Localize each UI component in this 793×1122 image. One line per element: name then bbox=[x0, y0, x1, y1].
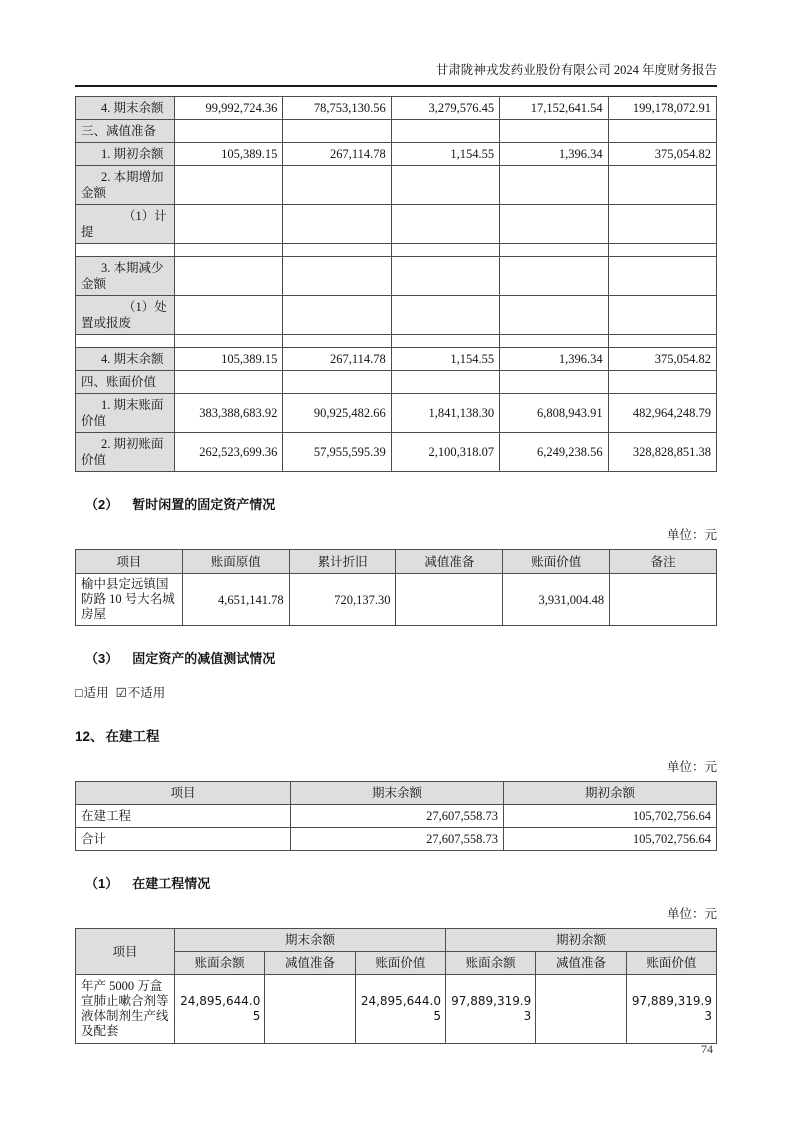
table-cell bbox=[500, 371, 608, 394]
section-title: 在建工程 bbox=[105, 729, 160, 744]
table-cell bbox=[391, 335, 499, 348]
row-label bbox=[76, 244, 175, 257]
table-cell: 1,154.55 bbox=[391, 143, 499, 166]
table-cell bbox=[500, 335, 608, 348]
table-cell: 105,389.15 bbox=[175, 348, 283, 371]
table-cell: 482,964,248.79 bbox=[608, 394, 716, 433]
table-cell: 199,178,072.91 bbox=[608, 97, 716, 120]
column-header: 期初余额 bbox=[504, 782, 717, 805]
row-label: 3. 本期减少金额 bbox=[76, 257, 175, 296]
table-cell bbox=[500, 166, 608, 205]
table-cell: 105,702,756.64 bbox=[504, 828, 717, 851]
section-number: 12、 bbox=[75, 729, 104, 744]
table-cell bbox=[608, 120, 716, 143]
table-row bbox=[76, 143, 717, 166]
table-cell bbox=[175, 120, 283, 143]
table-cell: 105,389.15 bbox=[175, 143, 283, 166]
table-cell bbox=[608, 205, 716, 244]
table-cell: 1,396.34 bbox=[500, 348, 608, 371]
column-header: 减值准备 bbox=[265, 952, 355, 975]
unit-label: 单位：元 bbox=[666, 760, 717, 774]
table-row bbox=[76, 120, 717, 143]
table-cell: 57,955,595.39 bbox=[283, 433, 391, 472]
table-cell: 24,895,644.05 bbox=[175, 975, 265, 1044]
column-header: 减值准备 bbox=[536, 952, 626, 975]
table-cell: 90,925,482.66 bbox=[283, 394, 391, 433]
row-label: 4. 期末余额 bbox=[76, 348, 175, 371]
row-label: 2. 期初账面价值 bbox=[76, 433, 175, 472]
table-row bbox=[76, 257, 717, 296]
table-row bbox=[76, 166, 717, 205]
row-label: （1）计提 bbox=[76, 205, 175, 244]
column-header: 期末余额 bbox=[291, 782, 504, 805]
table-cell bbox=[536, 975, 626, 1044]
table-cell: 267,114.78 bbox=[283, 143, 391, 166]
row-label: 榆中县定远镇国防路 10 号大名城房屋 bbox=[76, 574, 183, 626]
section-heading-cip-detail bbox=[75, 875, 717, 893]
table-cell bbox=[283, 257, 391, 296]
column-header: 累计折旧 bbox=[289, 550, 396, 574]
table-cell bbox=[608, 296, 716, 335]
column-group-header: 期初余额 bbox=[445, 929, 716, 952]
table-cell: 375,054.82 bbox=[608, 143, 716, 166]
table-cell bbox=[175, 335, 283, 348]
row-label: 2. 本期增加金额 bbox=[76, 166, 175, 205]
checkbox-unchecked-icon: □ bbox=[75, 686, 83, 700]
row-label: 4. 期末余额 bbox=[76, 97, 175, 120]
section-title: 在建工程情况 bbox=[132, 876, 211, 891]
section-title: 暂时闲置的固定资产情况 bbox=[132, 497, 276, 512]
table-cell bbox=[608, 166, 716, 205]
table-cell bbox=[175, 244, 283, 257]
table-cell bbox=[500, 244, 608, 257]
row-label: 1. 期末账面价值 bbox=[76, 394, 175, 433]
table-row bbox=[76, 296, 717, 335]
table-cell: 24,895,644.05 bbox=[355, 975, 445, 1044]
table-row bbox=[76, 335, 717, 348]
table-cell bbox=[175, 371, 283, 394]
construction-in-progress-table bbox=[75, 781, 717, 851]
table-row bbox=[76, 433, 717, 472]
column-header: 项目 bbox=[76, 550, 183, 574]
table-cell: 4,651,141.78 bbox=[182, 574, 289, 626]
table-cell bbox=[608, 335, 716, 348]
table-cell bbox=[608, 371, 716, 394]
table-cell: 720,137.30 bbox=[289, 574, 396, 626]
fixed-assets-table bbox=[75, 96, 717, 472]
section-number: （2） bbox=[85, 497, 119, 512]
table-cell bbox=[283, 244, 391, 257]
table-cell bbox=[391, 205, 499, 244]
table-cell bbox=[610, 574, 717, 626]
row-label: （1）处置或报废 bbox=[76, 296, 175, 335]
section-heading-construction-in-progress bbox=[75, 728, 717, 746]
table-cell bbox=[283, 120, 391, 143]
table-cell bbox=[500, 120, 608, 143]
column-header: 账面价值 bbox=[503, 550, 610, 574]
table-row bbox=[76, 574, 717, 626]
applicable-label: 适用 bbox=[83, 686, 109, 700]
table-cell bbox=[175, 296, 283, 335]
table-cell bbox=[265, 975, 355, 1044]
table-cell bbox=[500, 205, 608, 244]
section-heading-impairment-test bbox=[75, 650, 717, 668]
row-label: 年产 5000 万盒宣肺止嗽合剂等液体制剂生产线及配套 bbox=[76, 975, 175, 1044]
table-cell bbox=[391, 166, 499, 205]
table-cell: 27,607,558.73 bbox=[291, 828, 504, 851]
table-cell: 97,889,319.93 bbox=[445, 975, 535, 1044]
table-cell bbox=[175, 205, 283, 244]
row-label: 三、减值准备 bbox=[76, 120, 175, 143]
table-cell bbox=[283, 205, 391, 244]
table-cell: 6,808,943.91 bbox=[500, 394, 608, 433]
table-cell bbox=[396, 574, 503, 626]
page-number: 74 bbox=[701, 1042, 713, 1056]
unit-label: 单位：元 bbox=[666, 528, 717, 542]
section-title: 固定资产的减值测试情况 bbox=[132, 651, 276, 666]
table-cell bbox=[175, 166, 283, 205]
table-cell bbox=[283, 166, 391, 205]
table-cell: 328,828,851.38 bbox=[608, 433, 716, 472]
table-cell bbox=[391, 257, 499, 296]
row-label: 四、账面价值 bbox=[76, 371, 175, 394]
table-cell bbox=[608, 244, 716, 257]
section-heading-idle-fixed-assets bbox=[75, 496, 717, 514]
table-cell: 17,152,641.54 bbox=[500, 97, 608, 120]
table-row bbox=[76, 348, 717, 371]
table-row bbox=[76, 394, 717, 433]
column-header: 账面余额 bbox=[445, 952, 535, 975]
table-header-row bbox=[76, 782, 717, 805]
table-cell bbox=[500, 257, 608, 296]
applicability-line bbox=[75, 685, 717, 702]
table-cell bbox=[283, 335, 391, 348]
table-cell: 262,523,699.36 bbox=[175, 433, 283, 472]
document-header bbox=[75, 62, 717, 87]
row-label bbox=[76, 335, 175, 348]
table-row bbox=[76, 205, 717, 244]
table-cell: 1,396.34 bbox=[500, 143, 608, 166]
column-header: 账面余额 bbox=[175, 952, 265, 975]
table-cell bbox=[500, 296, 608, 335]
column-header: 账面价值 bbox=[626, 952, 716, 975]
table-cell bbox=[283, 296, 391, 335]
table-cell bbox=[175, 257, 283, 296]
table-cell bbox=[391, 296, 499, 335]
table-cell bbox=[391, 120, 499, 143]
table-header-row bbox=[76, 550, 717, 574]
table-cell: 267,114.78 bbox=[283, 348, 391, 371]
table-cell bbox=[391, 371, 499, 394]
row-label: 合计 bbox=[76, 828, 291, 851]
table-row bbox=[76, 975, 717, 1044]
column-header: 备注 bbox=[610, 550, 717, 574]
table-cell: 3,931,004.48 bbox=[503, 574, 610, 626]
not-applicable-label: 不适用 bbox=[127, 686, 166, 700]
table-cell bbox=[283, 371, 391, 394]
table-row bbox=[76, 244, 717, 257]
table-row bbox=[76, 805, 717, 828]
unit-label: 单位：元 bbox=[666, 907, 717, 921]
section-number: （3） bbox=[85, 651, 119, 666]
document-title: 甘肃陇神戎发药业股份有限公司 2024 年度财务报告 bbox=[435, 63, 717, 77]
table-row bbox=[76, 97, 717, 120]
row-label: 1. 期初余额 bbox=[76, 143, 175, 166]
table-cell: 78,753,130.56 bbox=[283, 97, 391, 120]
column-header: 项目 bbox=[76, 929, 175, 975]
section-number: （1） bbox=[85, 876, 119, 891]
table-cell: 6,249,238.56 bbox=[500, 433, 608, 472]
table-cell: 375,054.82 bbox=[608, 348, 716, 371]
checkbox-checked-icon: ☑ bbox=[115, 686, 127, 700]
row-label: 在建工程 bbox=[76, 805, 291, 828]
table-cell: 105,702,756.64 bbox=[504, 805, 717, 828]
column-group-header: 期末余额 bbox=[175, 929, 446, 952]
table-cell: 27,607,558.73 bbox=[291, 805, 504, 828]
column-header: 账面原值 bbox=[182, 550, 289, 574]
table-cell: 97,889,319.93 bbox=[626, 975, 716, 1044]
cip-detail-table bbox=[75, 928, 717, 1044]
table-cell: 99,992,724.36 bbox=[175, 97, 283, 120]
table-cell: 2,100,318.07 bbox=[391, 433, 499, 472]
idle-fixed-assets-table bbox=[75, 549, 717, 626]
column-header: 项目 bbox=[76, 782, 291, 805]
table-cell: 1,154.55 bbox=[391, 348, 499, 371]
table-cell bbox=[608, 257, 716, 296]
table-cell bbox=[391, 244, 499, 257]
table-header-row bbox=[76, 929, 717, 952]
table-row bbox=[76, 371, 717, 394]
table-cell: 1,841,138.30 bbox=[391, 394, 499, 433]
column-header: 减值准备 bbox=[396, 550, 503, 574]
table-row bbox=[76, 828, 717, 851]
column-header: 账面价值 bbox=[355, 952, 445, 975]
table-cell: 383,388,683.92 bbox=[175, 394, 283, 433]
table-cell: 3,279,576.45 bbox=[391, 97, 499, 120]
